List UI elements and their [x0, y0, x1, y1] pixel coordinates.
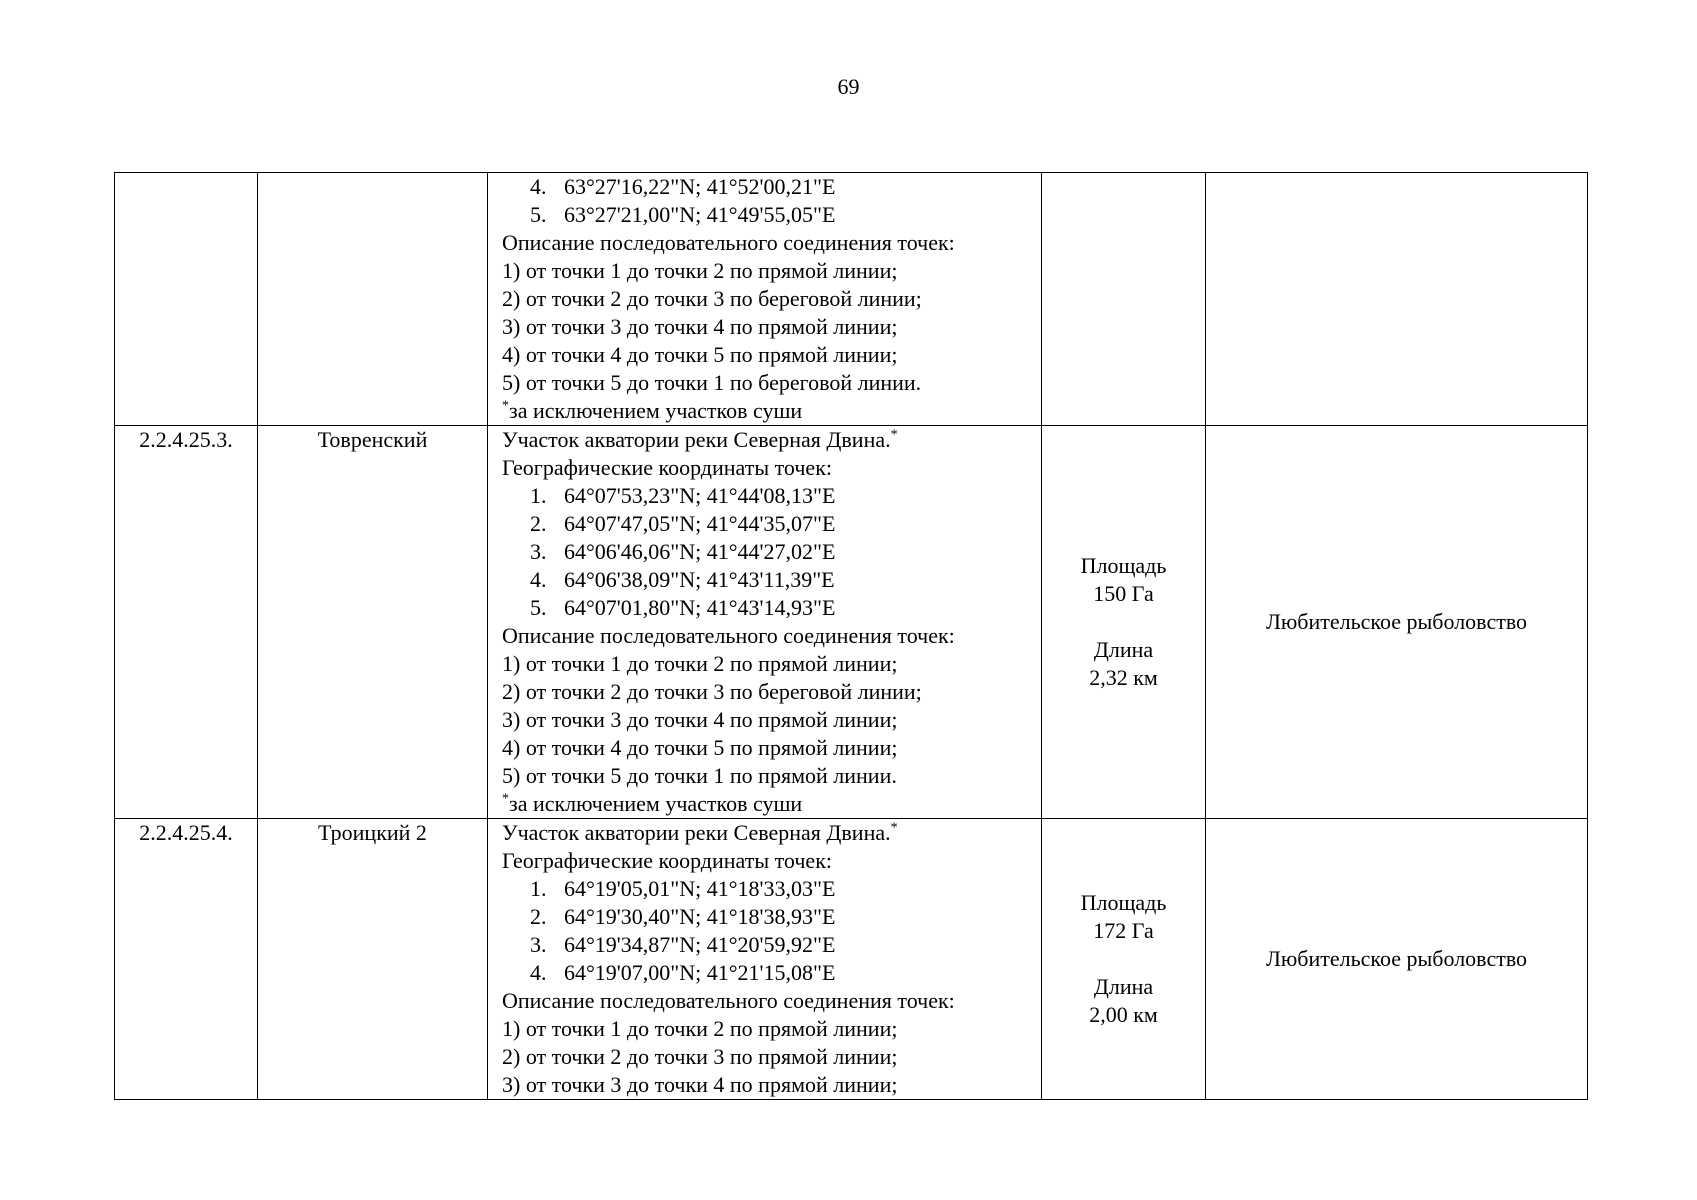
coords-header: Географические координаты точек: [502, 848, 832, 873]
connection-step: 3) от точки 3 до точки 4 по прямой линии; [502, 1072, 898, 1097]
area-description [488, 173, 1042, 426]
connection-header: Описание последовательного соединения точек: [502, 230, 955, 255]
connection-header: Описание последовательного соединения точек: [502, 623, 955, 648]
connection-step: 2) от точки 2 до точки 3 по береговой линии; [502, 286, 922, 311]
area-label: Площадь [1080, 890, 1167, 915]
footnote: *за исключением участков суши [502, 398, 803, 423]
length-label: Длина [1093, 974, 1154, 999]
connection-step: 5) от точки 5 до точки 1 по береговой линии. [502, 370, 922, 395]
area-value: 172 Га [1093, 918, 1154, 943]
connection-step: 4) от точки 4 до точки 5 по прямой линии; [502, 735, 898, 760]
table-row [115, 173, 1588, 426]
coordinate-point: 3. 64°19'34,87"N; 41°20'59,92"E [530, 932, 836, 957]
area-description [488, 819, 1042, 1100]
area-size [1042, 173, 1206, 426]
length-label: Длина [1093, 637, 1154, 662]
fishing-areas-table [114, 172, 1588, 1100]
area-use [1206, 173, 1588, 426]
connection-step: 5) от точки 5 до точки 1 по прямой линии. [502, 763, 897, 788]
area-size [1042, 819, 1206, 1100]
row-number: 2.2.4.25.3. [115, 426, 258, 819]
connection-step: 1) от точки 1 до точки 2 по прямой линии; [502, 651, 898, 676]
coordinate-point: 1. 64°19'05,01"N; 41°18'33,03"E [530, 876, 836, 901]
connection-step: 4) от точки 4 до точки 5 по прямой линии; [502, 342, 898, 367]
connection-step: 2) от точки 2 до точки 3 по береговой линии; [502, 679, 922, 704]
coordinate-point: 2. 64°19'30,40"N; 41°18'38,93"E [530, 904, 836, 929]
area-description [488, 426, 1042, 819]
area-intro: Участок акватории реки Северная Двина.* [502, 427, 898, 452]
area-value: 150 Га [1093, 581, 1154, 606]
footnote: *за исключением участков суши [502, 791, 803, 816]
table-row [115, 819, 1588, 1100]
area-intro: Участок акватории реки Северная Двина.* [502, 820, 898, 845]
coordinate-point: 1. 64°07'53,23"N; 41°44'08,13"E [530, 483, 836, 508]
area-size [1042, 426, 1206, 819]
length-value: 2,00 км [1089, 1002, 1158, 1027]
area-use: Любительское рыболовство [1206, 819, 1588, 1100]
connection-step: 1) от точки 1 до точки 2 по прямой линии; [502, 1016, 898, 1041]
coordinate-point: 3. 64°06'46,06"N; 41°44'27,02"E [530, 539, 836, 564]
length-value: 2,32 км [1089, 665, 1158, 690]
table-row [115, 426, 1588, 819]
connection-step: 3) от точки 3 до точки 4 по прямой линии; [502, 707, 898, 732]
coordinate-point: 4. 63°27'16,22"N; 41°52'00,21"E [530, 174, 836, 199]
coordinate-point: 2. 64°07'47,05"N; 41°44'35,07"E [530, 511, 836, 536]
connection-step: 2) от точки 2 до точки 3 по прямой линии; [502, 1044, 898, 1069]
coordinate-point: 4. 64°19'07,00"N; 41°21'15,08"E [530, 960, 836, 985]
row-number [115, 173, 258, 426]
area-name: Товренский [258, 426, 488, 819]
coordinate-point: 4. 64°06'38,09"N; 41°43'11,39"E [530, 567, 835, 592]
area-name: Троицкий 2 [258, 819, 488, 1100]
connection-header: Описание последовательного соединения точек: [502, 988, 955, 1013]
coordinate-point: 5. 63°27'21,00"N; 41°49'55,05"E [530, 202, 836, 227]
area-use: Любительское рыболовство [1206, 426, 1588, 819]
coords-header: Географические координаты точек: [502, 455, 832, 480]
coordinate-point: 5. 64°07'01,80"N; 41°43'14,93"E [530, 595, 836, 620]
row-number: 2.2.4.25.4. [115, 819, 258, 1100]
area-name [258, 173, 488, 426]
connection-step: 1) от точки 1 до точки 2 по прямой линии; [502, 258, 898, 283]
area-label: Площадь [1080, 553, 1167, 578]
page-number: 69 [837, 74, 860, 99]
connection-step: 3) от точки 3 до точки 4 по прямой линии; [502, 314, 898, 339]
